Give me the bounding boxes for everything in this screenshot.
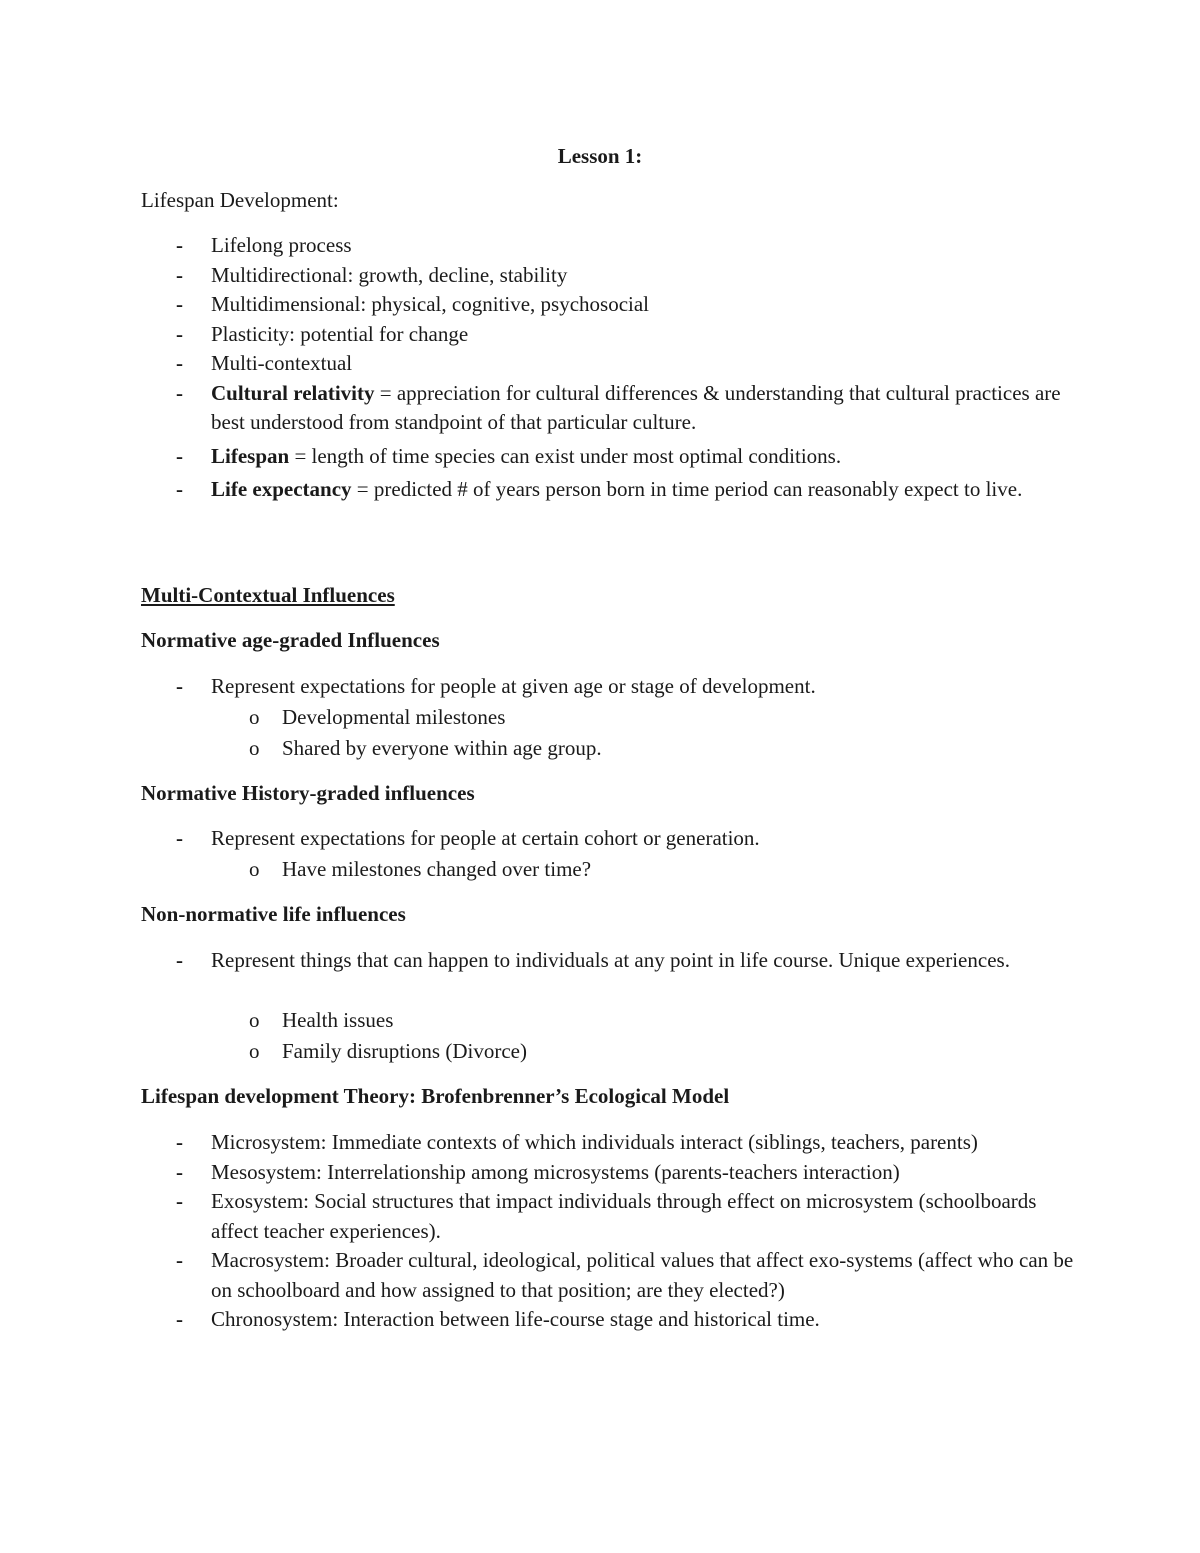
item-text: Shared by everyone within age group.	[282, 735, 602, 760]
item-text: Represent things that can happen to individuals at any point in life course. Unique experiences.	[211, 948, 1010, 972]
list-item	[141, 946, 1081, 976]
section-title: Multi-Contextual Influences	[141, 583, 395, 607]
item-text: = appreciation for cultural differences & understanding that cultural practices are best understood from standpoint of that particular culture.	[211, 380, 1061, 434]
normative-age-list	[141, 672, 1081, 702]
item-text: = predicted # of years person born in time period can reasonably expect to live.	[351, 477, 1023, 501]
item-text: Exosystem: Social structures that impact individuals through effect on microsystem (schoolboards affect teacher experiences).	[211, 1189, 1037, 1243]
item-text: = length of time species can exist under most optimal conditions.	[289, 443, 842, 468]
list-item	[141, 442, 1081, 472]
item-text: Family disruptions (Divorce)	[282, 1038, 527, 1063]
list-item	[141, 1128, 1081, 1158]
normative-history-list	[141, 824, 1081, 854]
list-item	[141, 475, 1081, 505]
lifespan-development-list	[141, 231, 1081, 505]
list-item	[141, 1305, 1081, 1335]
sub-list-item	[141, 702, 1081, 733]
item-text: Multidirectional: growth, decline, stability	[211, 262, 568, 287]
list-item	[141, 824, 1081, 854]
dash-bullet: -	[176, 351, 183, 375]
sub-list-item	[141, 1036, 1081, 1067]
dash-bullet: -	[176, 948, 183, 972]
dash-bullet: -	[176, 443, 183, 468]
page-title: Lesson 1:	[557, 144, 643, 168]
dash-bullet: -	[176, 292, 183, 316]
dash-bullet: -	[176, 1130, 183, 1154]
item-text: Lifelong process	[211, 233, 352, 257]
theory-list	[141, 1128, 1081, 1335]
list-item	[141, 1246, 1081, 1305]
list-item	[141, 290, 1081, 320]
dash-bullet: -	[176, 233, 183, 257]
item-text: Plasticity: potential for change	[211, 321, 469, 346]
item-text: Have milestones changed over time?	[282, 857, 592, 881]
dash-bullet: -	[176, 826, 183, 850]
item-text: Chronosystem: Interaction between life-course stage and historical time.	[211, 1307, 820, 1331]
list-item	[141, 1187, 1081, 1246]
list-item	[141, 379, 1081, 438]
circle-bullet: o	[249, 857, 260, 881]
list-item	[141, 231, 1081, 261]
circle-bullet: o	[249, 1038, 260, 1063]
dash-bullet: -	[176, 1307, 183, 1331]
item-text: Multi-contextual	[211, 351, 353, 375]
non-normative-sublist	[141, 1005, 1081, 1066]
item-text: Multidimensional: physical, cognitive, psychosocial	[211, 292, 650, 316]
circle-bullet: o	[249, 735, 260, 760]
item-text: Represent expectations for people at given age or stage of development.	[211, 674, 816, 698]
item-term: Lifespan	[211, 443, 290, 468]
list-item	[141, 261, 1081, 291]
list-item	[141, 320, 1081, 350]
dash-bullet: -	[176, 1159, 183, 1184]
circle-bullet: o	[249, 705, 260, 729]
item-term: Life expectancy	[211, 477, 352, 501]
non-normative-heading: Non-normative life influences	[141, 902, 406, 926]
dash-bullet: -	[176, 321, 183, 346]
dash-bullet: -	[176, 477, 183, 501]
item-text: Macrosystem: Broader cultural, ideological, political values that affect exo-systems (affect who can be on schoolboard and how assigned to that position; are they elected?)	[211, 1248, 1074, 1302]
sub-list-item	[141, 854, 1081, 885]
list-item	[141, 672, 1081, 702]
lifespan-development-heading: Lifespan Development:	[141, 188, 339, 212]
dash-bullet: -	[176, 674, 183, 698]
dash-bullet: -	[176, 380, 183, 405]
dash-bullet: -	[176, 262, 183, 287]
list-item	[141, 1158, 1081, 1188]
dash-bullet: -	[176, 1189, 183, 1213]
item-text: Mesosystem: Interrelationship among microsystems (parents-teachers interaction)	[211, 1159, 900, 1184]
item-text: Represent expectations for people at certain cohort or generation.	[211, 826, 760, 850]
normative-history-heading: Normative History-graded influences	[141, 781, 475, 805]
normative-age-sublist	[141, 702, 1081, 763]
sub-list-item	[141, 1005, 1081, 1036]
dash-bullet: -	[176, 1248, 183, 1272]
normative-age-heading: Normative age-graded Influences	[141, 628, 440, 652]
theory-heading: Lifespan development Theory: Brofenbrenner’s Ecological Model	[141, 1084, 730, 1108]
sub-list-item	[141, 733, 1081, 764]
item-text: Microsystem: Immediate contexts of which individuals interact (siblings, teachers, parents)	[211, 1130, 978, 1154]
circle-bullet: o	[249, 1008, 260, 1032]
item-term: Cultural relativity	[211, 380, 375, 405]
list-item	[141, 349, 1081, 379]
normative-history-sublist	[141, 854, 1081, 885]
item-text: Health issues	[282, 1008, 394, 1032]
non-normative-list	[141, 946, 1081, 976]
item-text: Developmental milestones	[282, 705, 506, 729]
